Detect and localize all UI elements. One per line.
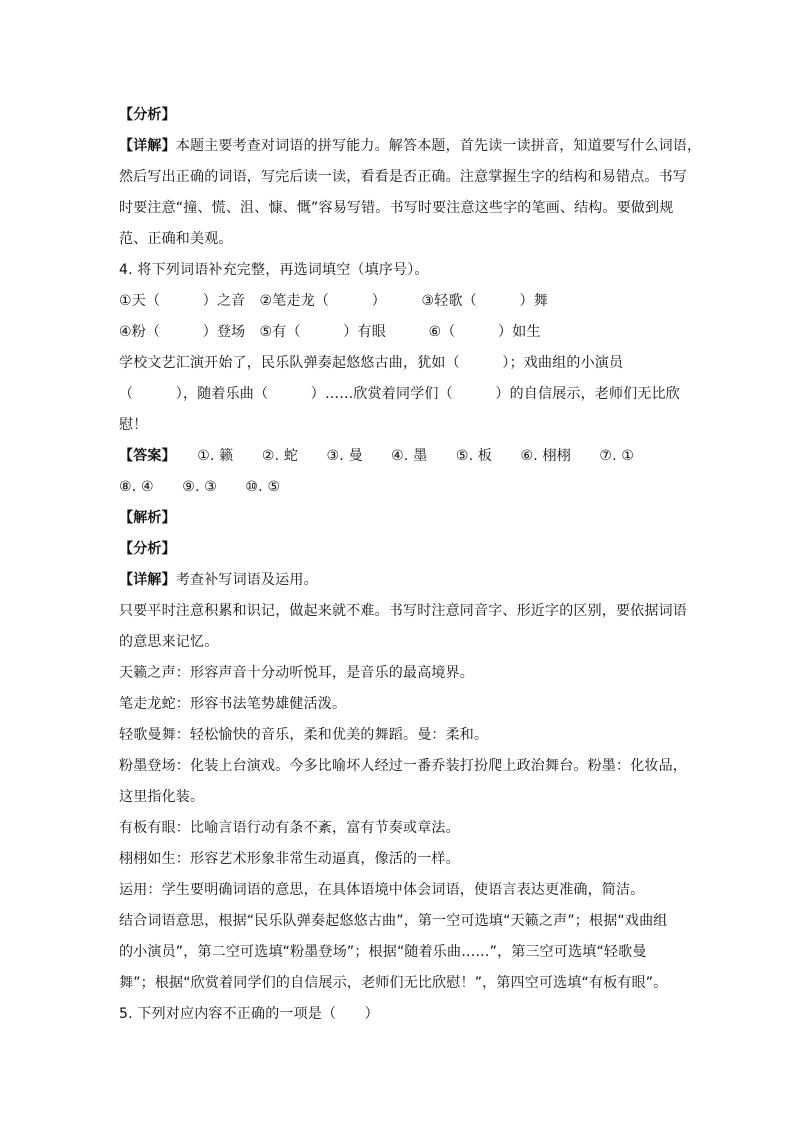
analysis-heading: 【分析】: [119, 107, 176, 123]
definition-line: 粉墨登场：化装上台演戏。今多比喻坏人经过一番乔装打扮爬上政治舞台。粉墨：化妆品，: [119, 758, 687, 774]
question-4-row-2: ④粉（ ）登场 ⑤有（ ）有眼 ⑥（ ）如生: [119, 324, 541, 340]
question-5-title: 5. 下列对应内容不正确的一项是（ ）: [119, 1006, 379, 1022]
document-page: [119, 100, 702, 1030]
detail-label: 【详解】: [119, 572, 176, 588]
usage-line: 的小演员”，第二空可选填“粉墨登场”；根据“随着乐曲……”，第三空可选填“轻歌曼: [119, 944, 647, 960]
definition-line: 笔走龙蛇：形容书法笔势雄健活泼。: [119, 696, 347, 712]
answer-label: 【答案】: [119, 448, 169, 464]
detail-line: [119, 565, 679, 596]
question-4-passage-line: 慰！: [119, 417, 148, 433]
usage-line: 结合词语意思，根据“民乐队弹奏起悠悠古曲”，第一空可选填“天籁之声”；根据“戏曲组: [119, 913, 668, 929]
definition-line: 栩栩如生：形容艺术形象非常生动逼真，像活的一样。: [119, 851, 460, 867]
definition-line: 轻歌曼舞：轻松愉快的音乐，柔和优美的舞蹈。曼：柔和。: [119, 727, 489, 743]
answer-text: ①. 籁 ②. 蛇 ③. 曼 ④. 墨 ⑤. 板 ⑥. 栩栩 ⑦. ①: [168, 448, 635, 464]
question-4-passage-line: （ ），随着乐曲（ ）……欣赏着同学们（ ）的自信展示，老师们无比欣: [119, 386, 680, 402]
question-4-passage-line: 学校文艺汇演开始了，民乐队弹奏起悠悠古曲，犹如（ ）；戏曲组的小演员: [119, 355, 624, 371]
analysis-heading: 【分析】: [119, 541, 176, 557]
detail-text: 考查补写词语及运用。: [175, 572, 318, 588]
question-4-title: 4. 将下列词语补充完整，再选词填空（填序号）。: [119, 262, 429, 278]
detail-paragraph-line: [119, 131, 702, 162]
definition-line: 天籁之声：形容声音十分动听悦耳，是音乐的最高境界。: [119, 665, 474, 681]
usage-line: 舞”；根据“欣赏着同学们的自信展示，老师们无比欣慰！”，第四空可选填“有板有眼”。: [119, 975, 668, 991]
detail-paragraph-line: 然后写出正确的词语，写完后读一读，看看是否正确。注意掌握生字的结构和易错点。书写: [119, 169, 687, 185]
detail-paragraph-line: 时要注意“撞、慌、沮、慷、慨”容易写错。书写时要注意这些字的笔画、结构。要做到规: [119, 200, 674, 216]
explanation-line: 的意思来记忆。: [119, 634, 219, 650]
definition-line: 这里指化装。: [119, 789, 205, 805]
explanation-heading: 【解析】: [119, 510, 176, 526]
detail-paragraph-line: 范、正确和美观。: [119, 231, 233, 247]
answer-line: [119, 441, 679, 472]
definition-line: 有板有眼：比喻言语行动有条不紊，富有节奏或章法。: [119, 820, 460, 836]
detail-label: 【详解】: [119, 138, 176, 154]
explanation-line: 只要平时注意积累和识记，做起来就不难。书写时注意同音字、形近字的区别，要依据词语: [119, 603, 687, 619]
answer-line: ⑧. ④ ⑨. ③ ⑩. ⑤: [119, 479, 281, 495]
question-4-row-1: ①天（ ）之音 ②笔走龙（ ） ③轻歌（ ）舞: [119, 293, 548, 309]
detail-text: 本题主要考查对词语的拼写能力。解答本题，首先读一读拼音，知道要写什么词语，: [175, 138, 702, 154]
usage-line: 运用：学生要明确词语的意思，在具体语境中体会词语，使语言表达更准确，简洁。: [119, 882, 645, 898]
